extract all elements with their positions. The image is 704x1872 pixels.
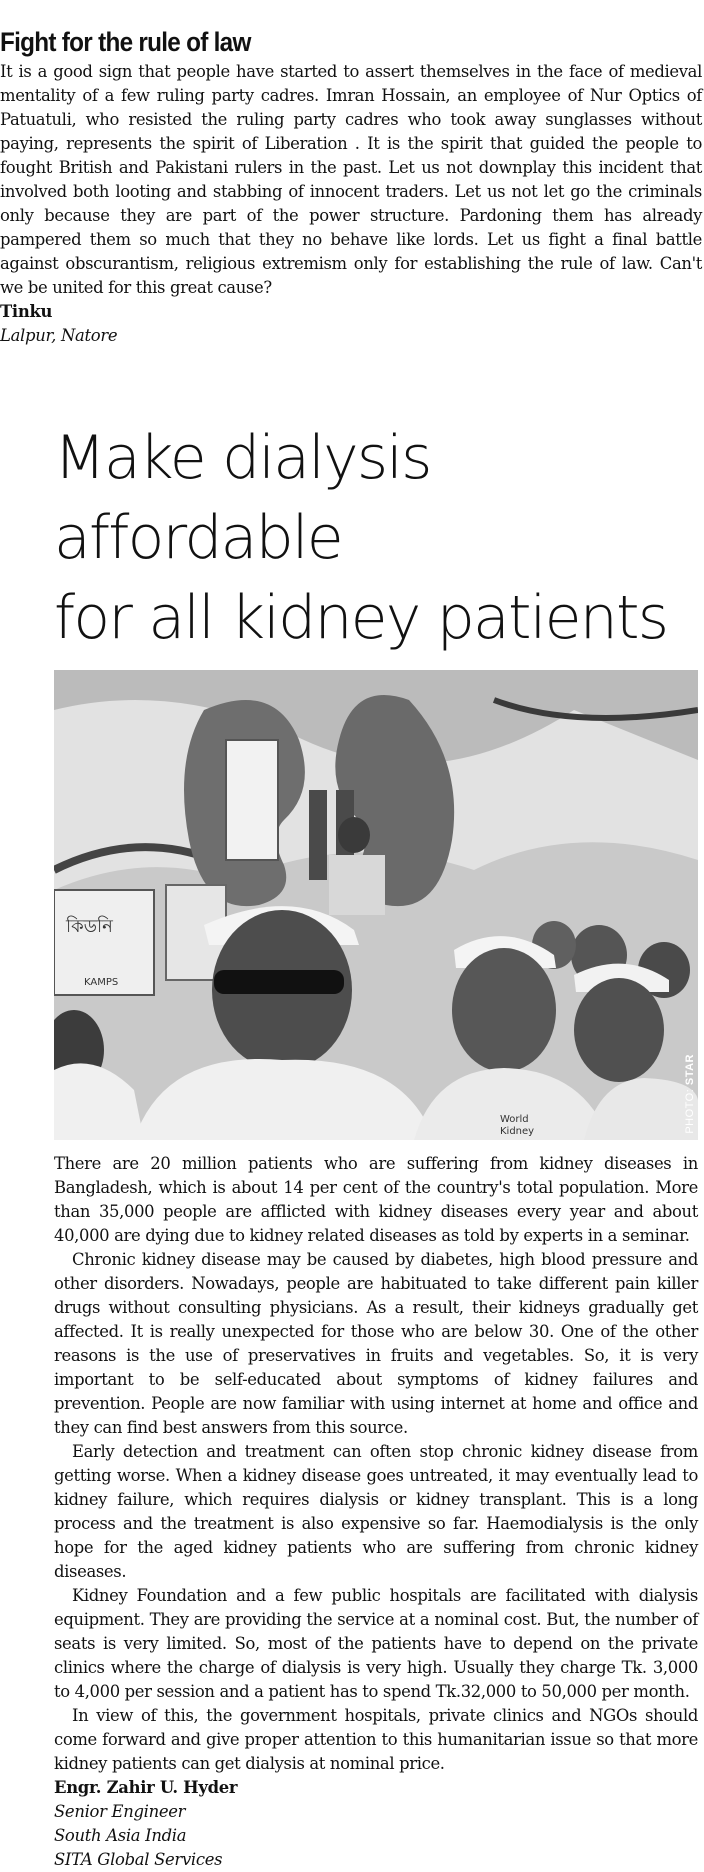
letter-location: Lalpur, Natore [0, 326, 118, 345]
article-paragraph: Early detection and treatment can often stop chronic kidney disease from getting worse. When a kidney disease goes untreated, it may eventually lead to kidney failure, which requires dialysis or kidney transplant. This is a long process and the treatment is also expensive so far. Haemodialysis is the only hope for the aged kidney patients who are suffering from chronic kidney diseases. [54, 1442, 698, 1581]
photo-credit-source: STAR [684, 1054, 696, 1086]
article-author-title: Senior Engineer [54, 1802, 186, 1821]
photo-credit [684, 1054, 696, 1134]
letter-author: Tinku [0, 302, 53, 321]
letter-body: It is a good sign that people have started to assert themselves in the face of medieval mentality of a few ruling party cadres. Imran Hossain, an employee of Nur Optics of Patuatuli, who resisted the ruling party cadres who took away sunglasses without paying, represents the spirit of Liberation . It is the spirit that guided the people to fought British and Pakistani rulers in the past. Let us not downplay this incident that involved both looting and stabbing of innocent traders. Let us not let go the criminals only because they are part of the power structure. Pardoning them has already pampered them so much that they no behave like lords. Let us fight a final battle against obscurantism, religious extremism only for establishing the rule of law. Can't we be united for this great cause? [0, 62, 702, 297]
article-author-org-line1: South Asia India [54, 1826, 187, 1845]
placard-text: কিডনি [66, 916, 113, 937]
shirt-text-line1: World [500, 1114, 529, 1125]
article-headline-line2: for all kidney patients [54, 583, 668, 653]
rally-photo [54, 670, 698, 1140]
article-paragraph: In view of this, the government hospitals, private clinics and NGOs should come forward and give proper attention to this humanitarian issue so that more kidney patients can get dialysis at nominal price. [54, 1706, 698, 1773]
letter-headline: Fight for the rule of law [0, 27, 251, 57]
article-author-org-line2: SITA Global Services [54, 1850, 223, 1869]
shirt-text-line2: Kidney [500, 1126, 535, 1137]
rally-photo-illustration [54, 670, 698, 1140]
article-headline [54, 418, 698, 658]
article-headline-line1: Make dialysis affordable [54, 423, 431, 573]
article-paragraph: Kidney Foundation and a few public hospitals are facilitated with dialysis equipment. They are providing the service at a nominal cost. But, the number of seats is very limited. So, most of the patients have to depend on the private clinics where the charge of dialysis is very high. Usually they charge Tk. 3,000 to 4,000 per session and a patient has to spend Tk.32,000 to 50,000 per month. [54, 1586, 698, 1701]
letter-make-dialysis-affordable [54, 418, 698, 1872]
photo-credit-prefix: PHOTO: [684, 1085, 696, 1134]
article-paragraph: Chronic kidney disease may be caused by diabetes, high blood pressure and other disorders. Nowadays, people are habituated to take different pain killer drugs without consulting physicians. As a result, their kidneys gradually get affected. It is really unexpected for those who are below 30. One of the other reasons is the use of preservatives in fruits and vegetables. So, it is very important to be self-educated about symptoms of kidney failures and prevention. People are now familiar with using internet at home and office and they can find best answers from this source. [54, 1250, 698, 1437]
letter-fight-for-rule-of-law [0, 26, 702, 348]
article-author: Engr. Zahir U. Hyder [54, 1778, 238, 1797]
placard-logo-text: KAMPS [84, 977, 119, 988]
article-paragraph: There are 20 million patients who are suffering from kidney diseases in Bangladesh, which is about 14 per cent of the country's total population. More than 35,000 people are afflicted with kidney diseases every year and about 40,000 are dying due to kidney related diseases as told by experts in a seminar. [54, 1154, 698, 1245]
